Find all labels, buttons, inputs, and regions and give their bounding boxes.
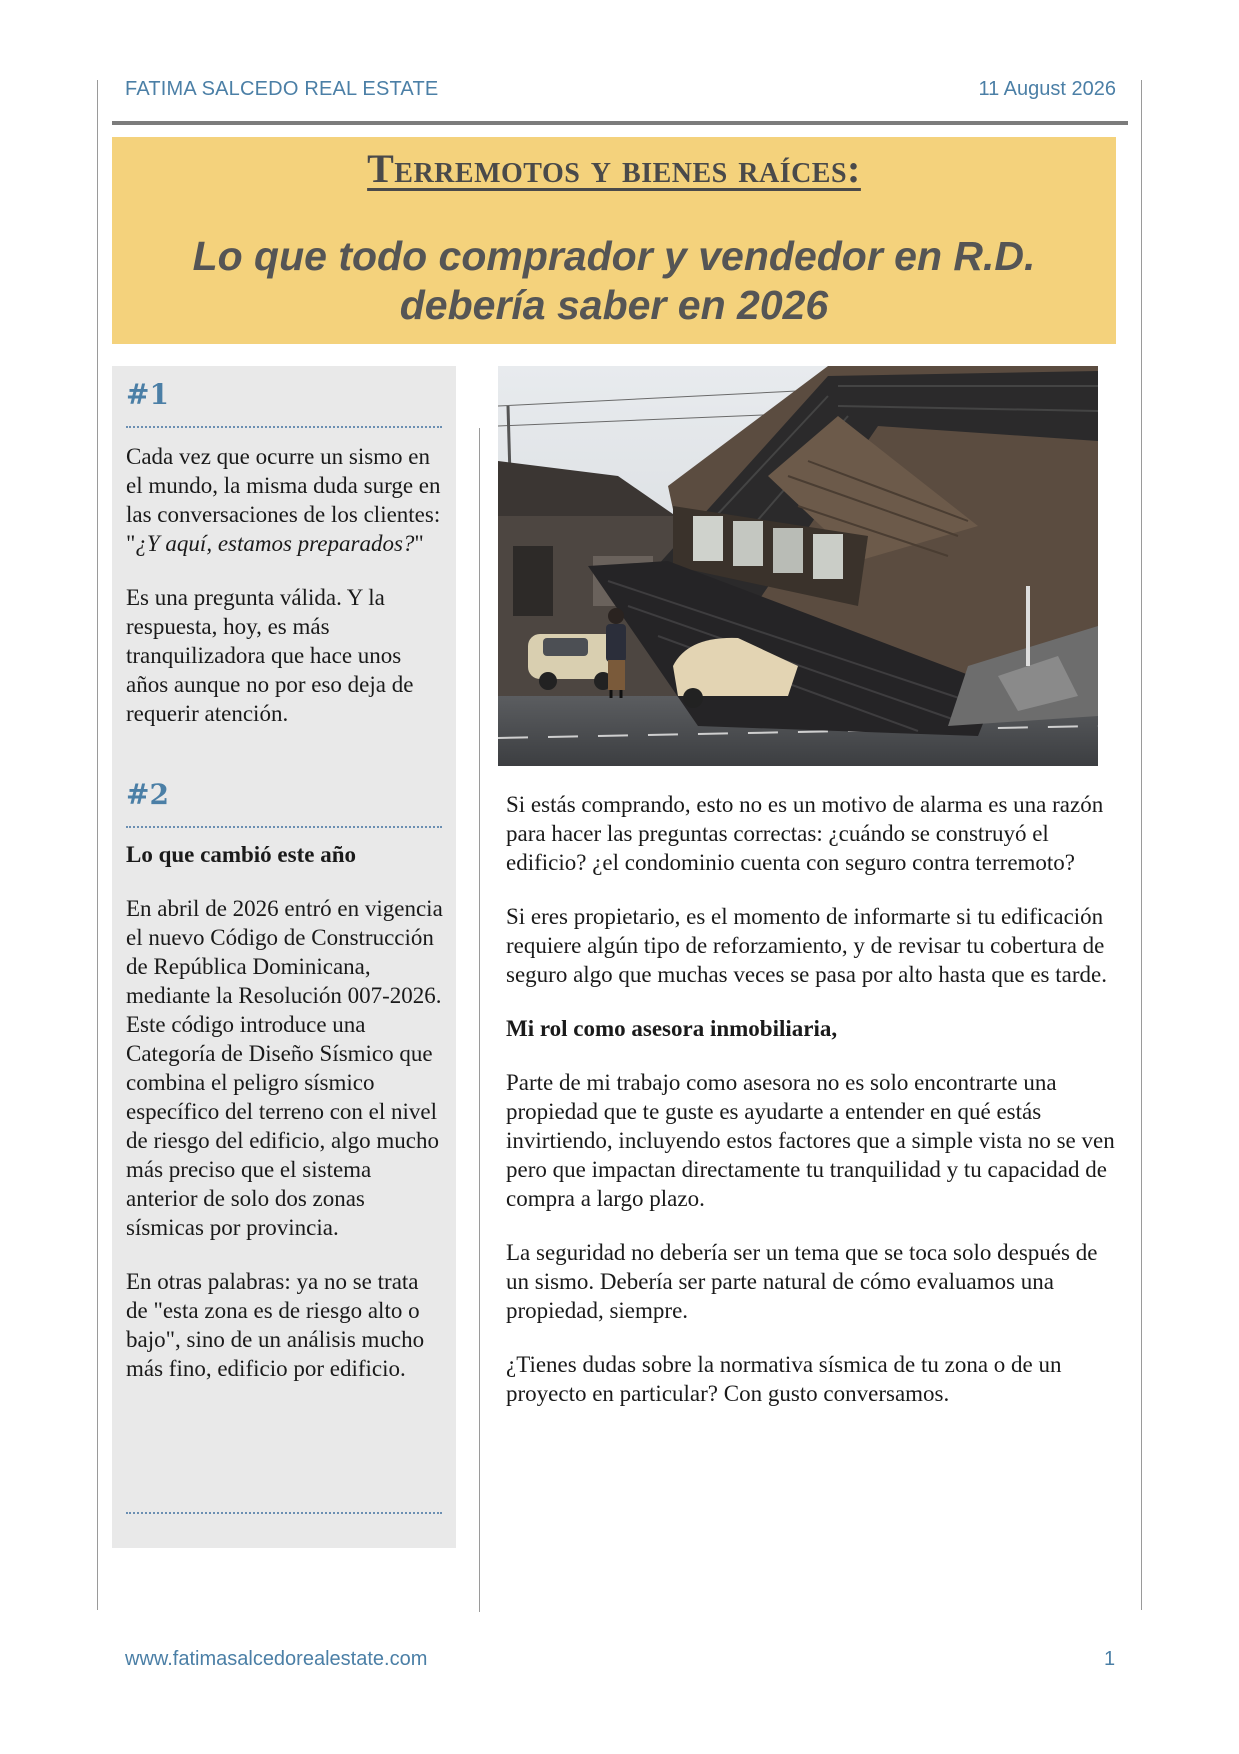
section-1-p1-start: Cada vez que ocurre un sismo en el mundo, la misma duda surge en las conversaciones de los clientes: " [126, 444, 441, 556]
earthquake-damaged-house-image [498, 366, 1098, 766]
dotted-divider [126, 826, 442, 828]
company-name: FATIMA SALCEDO REAL ESTATE [125, 78, 439, 100]
sidebar [112, 366, 456, 1548]
section-1-p1-end: " [414, 531, 424, 556]
right-border-line [1141, 80, 1142, 1610]
header-rule [112, 121, 1128, 125]
section-1-text [126, 442, 444, 728]
section-1-paragraph-1 [126, 442, 444, 558]
main-article [506, 790, 1126, 1433]
section-2-heading: Lo que cambió este año [126, 842, 356, 867]
section-1-p1-quote: ¿Y aquí, estamos preparados? [135, 531, 415, 556]
website-link[interactable]: www.fatimasalcedorealestate.com [125, 1648, 428, 1670]
main-heading: Mi rol como asesora inmobiliaria, [506, 1016, 838, 1041]
main-paragraph-4: La seguridad no debería ser un tema que se toca solo después de un sismo. Debería ser parte natural de cómo evaluamos una propiedad, siempre. [506, 1240, 1098, 1323]
main-paragraph-3: Parte de mi trabajo como asesora no es solo encontrarte una propiedad que te guste es ayudarte a entender en qué estás invirtiendo, incluyendo estos factores que a simple vista no se ven pero que impactan directamente tu tranquilidad y tu capacidad de compra a largo plazo. [506, 1070, 1115, 1211]
section-number-1: #1 [126, 378, 169, 411]
section-2-paragraph-2: En otras palabras: ya no se trata de "esta zona es de riesgo alto o bajo", sino de un análisis mucho más fino, edificio por edificio. [126, 1269, 425, 1381]
title-banner [112, 137, 1116, 344]
section-number-2: #2 [126, 778, 169, 811]
main-paragraph-5: ¿Tienes dudas sobre la normativa sísmica de tu zona o de un proyecto en particular? Con gusto conversamos. [506, 1352, 1062, 1406]
section-2-paragraph-1: En abril de 2026 entró en vigencia el nuevo Código de Construcción de República Dominicana, mediante la Resolución 007-2026. Este código introduce una Categoría de Diseño Sísmico que combina el peligro sísmico específico del terreno con el nivel de riesgo del edificio, algo mucho más preciso que el sistema anterior de solo dos zonas sísmicas por provincia. [126, 896, 443, 1240]
column-divider [479, 428, 480, 1612]
page-title: Terremotos y bienes raíces: [367, 146, 861, 191]
document-date: 11 August 2026 [978, 78, 1116, 100]
page-number: 1 [1104, 1648, 1116, 1670]
main-paragraph-1: Si estás comprando, esto no es un motivo de alarma es una razón para hacer las preguntas correctas: ¿cuándo se construyó el edificio? ¿el condominio cuenta con seguro contra terremoto? [506, 792, 1104, 875]
section-2-text [126, 840, 444, 1383]
dotted-divider [126, 426, 442, 428]
page-subtitle [112, 232, 1116, 330]
dotted-divider [126, 1512, 442, 1514]
subtitle-line-1: Lo que todo comprador y vendedor en R.D. [192, 233, 1036, 279]
subtitle-line-2: debería saber en 2026 [399, 282, 829, 328]
section-1-paragraph-2: Es una pregunta válida. Y la respuesta, hoy, es más tranquilizadora que hace unos años aunque no por eso deja de requerir atención. [126, 585, 414, 726]
left-border-line [97, 80, 98, 1610]
main-paragraph-2: Si eres propietario, es el momento de informarte si tu edificación requiere algún tipo de reforzamiento, y de revisar tu cobertura de seguro algo que muchas veces se pasa por alto hasta que es tarde. [506, 904, 1107, 987]
